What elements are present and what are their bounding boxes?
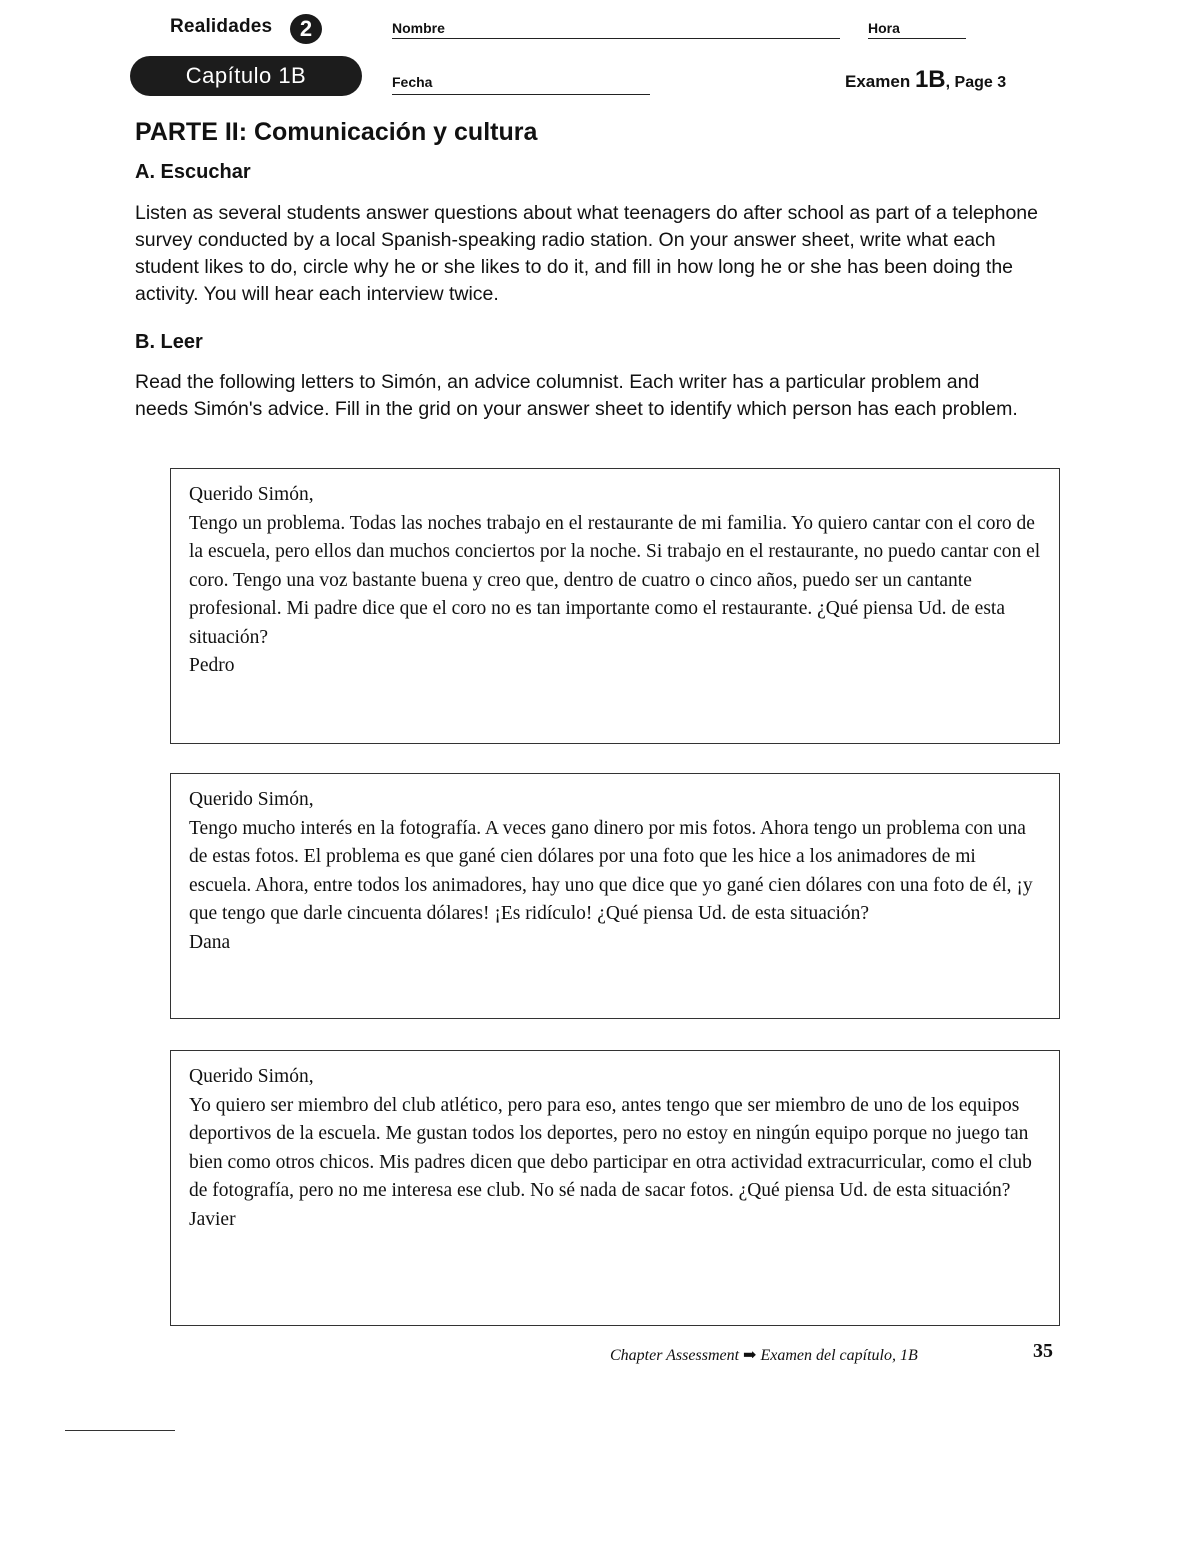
date-line[interactable] [392,94,650,95]
letter-signature: Dana [189,931,231,953]
exam-label [845,66,1006,94]
letter-dana [170,773,1060,1019]
page-number: 35 [1033,1340,1053,1362]
footer-text: Chapter Assessment ➡ Examen del capítulo, 1B [610,1347,918,1364]
letter-body: Tengo mucho interés en la fotografía. A veces gano dinero por mis fotos. Ahora tengo un problema con una de estas fotos. El problema es que gané cien dólares por una foto que les hice a los animadores de mi escuela. Ahora, entre todos los animadores, hay uno que dice que yo gané cien dólares con una foto de él, ¡y que tengo que darle cincuenta dólares! ¡Es ridículo! ¿Qué piensa Ud. de esta situación? [189,817,1033,924]
letter-signature: Javier [189,1208,236,1230]
name-line[interactable] [392,38,840,39]
part-a-heading: A. Escuchar [135,161,251,183]
section-title: PARTE II: Comunicación y cultura [135,118,538,146]
part-b-heading: B. Leer [135,331,203,353]
letter-greeting: Querido Simón, [189,1066,314,1087]
part-b-instructions: Read the following letters to Simón, an advice columnist. Each writer has a particular problem and needs Simón's advice. Fill in the grid on your answer sheet to identify which person has each problem. [135,371,1018,420]
exam-code: 1B [914,66,946,93]
letter-greeting: Querido Simón, [189,789,314,810]
book-title: Realidades [170,16,273,37]
exam-page: , Page 3 [945,74,1007,91]
letter-javier [170,1050,1060,1326]
letter-body: Tengo un problema. Todas las noches trabajo en el restaurante de mi familia. Yo quiero cantar con el coro de la escuela, pero ellos dan muchos conciertos por la noche. Si trabajo en el restaurante, no puedo cantar con el coro. Tengo una voz bastante buena y creo que, dentro de cuatro o cinco años, puedo ser un cantante profesional. Mi padre dice que el coro no es tan importante como el restaurante. ¿Qué piensa Ud. de esta situación? [189,512,1041,648]
hour-label: Hora [868,20,900,36]
footer-rule [65,1430,175,1431]
letter-greeting: Querido Simón, [189,484,314,505]
hour-line[interactable] [868,38,966,39]
letter-body: Yo quiero ser miembro del club atlético, pero para eso, antes tengo que ser miembro de uno de los equipos deportivos de la escuela. Me gustan todos los deportes, pero no estoy en ningún equipo porque no juego tan bien como otros chicos. Mis padres dicen que debo participar en otra actividad extracurricular, como el club de fotografía, pero no me interesa ese club. No sé nada de sacar fotos. ¿Qué piensa Ud. de esta situación? [189,1094,1032,1201]
letter-pedro [170,468,1060,744]
chapter-badge: Capítulo 1B [130,56,362,96]
part-a-instructions: Listen as several students answer questions about what teenagers do after school as part of a telephone survey conducted by a local Spanish-speaking radio station. On your answer sheet, write what each student likes to do, circle why he or she likes to do it, and fill in how long he or she has been doing the activity. You will hear each interview twice. [135,202,1038,305]
book-level-badge: 2 [290,14,322,44]
date-label: Fecha [392,74,433,90]
letter-signature: Pedro [189,655,235,676]
exam-prefix: Examen [845,72,911,91]
name-label: Nombre [392,20,445,36]
